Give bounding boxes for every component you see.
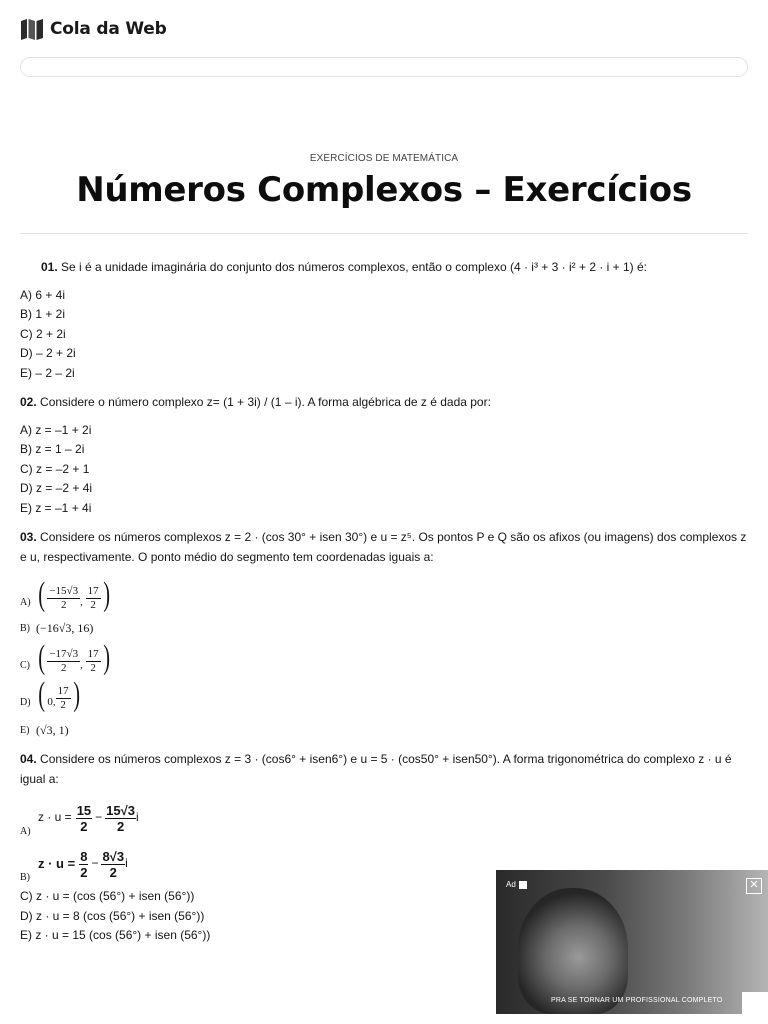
option-label: D) — [20, 696, 31, 708]
option-a: A) 6 + 4i — [20, 287, 66, 302]
question-01 — [20, 258, 750, 278]
math-option-b: B) z · u = $\frac{8}{2}$ − $\frac{8√3}{2}$ i — [20, 841, 750, 887]
option-e: E) z = –1 + 4i — [20, 500, 92, 515]
math-expression: (−16√3, 16) — [36, 620, 94, 635]
math-options — [20, 575, 750, 740]
question-number: 03. — [20, 530, 37, 544]
option-label: B) — [20, 871, 30, 883]
ad-corner — [742, 992, 768, 1014]
page-title: Números Complexos – Exercícios — [76, 170, 692, 210]
option-d: D) – 2 + 2i — [20, 346, 76, 360]
question-text: Considere os números complexos z = 2 · (cos 30° + isen 30°) e u = z⁵. Os pontos P e Q são os afixos (ou imagens) dos complexos z e u, respectivamente. O ponto médio do segmento tem coordenadas iguais a: — [20, 530, 747, 564]
fraction: $\frac{15}{2}$ — [76, 802, 92, 834]
question-text: Considere o número complexo z= (1 + 3i) / (1 – i). A forma algébrica de z é dada por: — [40, 395, 491, 409]
option-label: A) — [20, 596, 31, 608]
fraction: $\frac{17}{2}$ — [87, 585, 99, 611]
search-bar[interactable] — [20, 57, 748, 77]
article-content — [20, 258, 750, 946]
book-logo-icon[interactable] — [20, 18, 44, 40]
math-expression: (√3, 1) — [36, 722, 69, 737]
question-02 — [20, 393, 750, 413]
question-number: 01. — [41, 260, 58, 274]
option-d: D) z = –2 + 4i — [20, 481, 93, 495]
option-e: E) z · u = 15 (cos (56°) + isen (56°)) — [20, 928, 211, 942]
question-04 — [20, 750, 750, 789]
option-label: B) — [20, 622, 30, 634]
ad-info-icon[interactable] — [519, 881, 527, 889]
site-name[interactable]: Cola da Web — [50, 19, 167, 39]
question-number: 02. — [20, 395, 37, 409]
question-text: Considere os números complexos z = 3 · (cos6° + isen6°) e u = 5 · (cos50° + isen50°). A forma trigonométrica do complexo z · u é igual a: — [20, 752, 732, 786]
close-icon[interactable]: ✕ — [746, 878, 762, 894]
question-03 — [20, 528, 750, 567]
math-option-c: C) ( $\frac{-17√3}{2}$ , $\frac{17}{2}$ ) — [20, 639, 110, 676]
question-number: 04. — [20, 752, 37, 766]
option-label: C) — [20, 659, 30, 671]
option-b: B) z = 1 – 2i — [20, 442, 85, 456]
option-c: C) z = –2 + 1 — [20, 461, 90, 476]
option-e: E) – 2 – 2i — [20, 365, 75, 380]
ad-person-image — [518, 888, 628, 1014]
math-option-b — [20, 612, 750, 638]
fraction: $\frac{17}{2}$ — [87, 648, 99, 674]
math-option-a: A) ( $\frac{-15√3}{2}$ , $\frac{17}{2}$ ) — [20, 576, 110, 613]
option-c: C) 2 + 2i — [20, 326, 66, 341]
options-list — [20, 286, 750, 384]
option-label: E) — [20, 724, 30, 736]
options-list — [20, 421, 750, 519]
page-category[interactable]: EXERCÍCIOS DE MATEMÁTICA — [309, 153, 459, 164]
fraction: $\frac{8√3}{2}$ — [102, 848, 125, 880]
fraction: $\frac{8}{2}$ — [80, 848, 88, 880]
option-b: B) 1 + 2i — [20, 307, 66, 321]
math-option-a: A) z · u = $\frac{15}{2}$ − $\frac{15√3}{2}$ i — [20, 795, 750, 841]
option-c: C) z · u = (cos (56°) + isen (56°)) — [20, 889, 195, 903]
fraction: $\frac{15√3}{2}$ — [106, 802, 135, 834]
option-a: A) z = –1 + 2i — [20, 422, 92, 437]
fraction: $\frac{-17√3}{2}$ — [49, 648, 79, 674]
option-label: A) — [20, 825, 31, 837]
math-option-d: D) ( 0, $\frac{17}{2}$ ) — [20, 676, 80, 713]
question-text: Se i é a unidade imaginária do conjunto dos números complexos, então o complexo (4 · i³ + 3 · i² + 2 · i + 1) é: — [61, 260, 648, 274]
fraction: $\frac{-15√3}{2}$ — [49, 585, 79, 611]
option-d: D) z · u = 8 (cos (56°) + isen (56°)) — [20, 908, 205, 923]
site-header — [20, 16, 167, 42]
ad-caption: PRA SE TORNAR UM PROFISSIONAL COMPLETO — [551, 997, 723, 1004]
fraction: $\frac{17}{2}$ — [57, 685, 69, 711]
math-option-e — [20, 712, 750, 740]
ad-label: Ad — [506, 880, 527, 889]
divider — [20, 233, 748, 234]
video-ad[interactable] — [496, 870, 768, 1014]
